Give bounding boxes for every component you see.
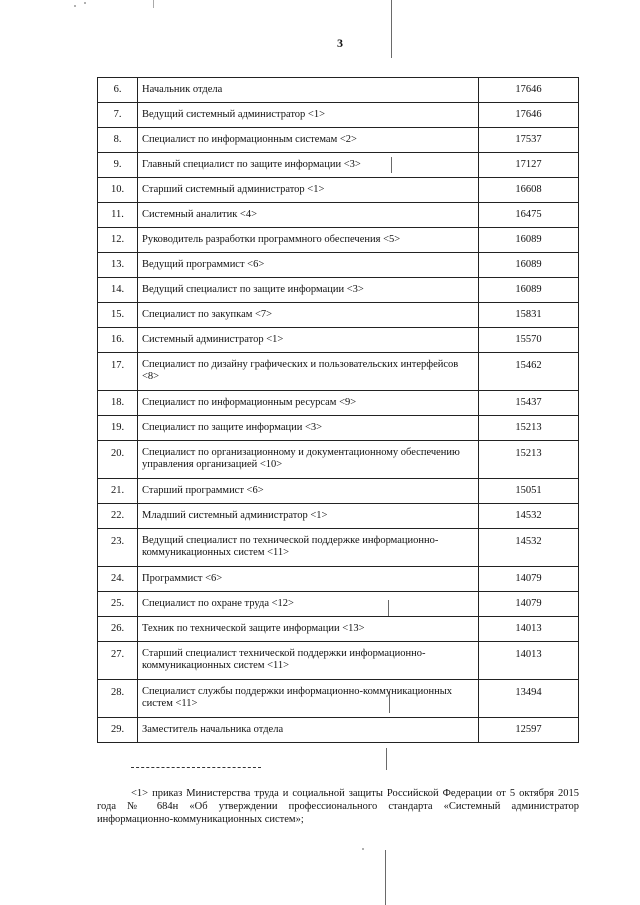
position-title: Программист <6> <box>138 567 479 592</box>
salary-value: 17537 <box>479 128 579 153</box>
position-title: Специалист по информационным системам <2> <box>138 128 479 153</box>
row-number: 26. <box>98 617 138 642</box>
position-title: Специалист службы поддержки информационно-коммуникационных систем <11> <box>138 680 479 718</box>
position-title: Заместитель начальника отдела <box>138 718 479 743</box>
row-number: 13. <box>98 253 138 278</box>
position-title: Начальник отдела <box>138 78 479 103</box>
row-number: 16. <box>98 328 138 353</box>
salary-value: 17127 <box>479 153 579 178</box>
row-number: 28. <box>98 680 138 718</box>
salary-value: 14013 <box>479 642 579 680</box>
salary-value: 15570 <box>479 328 579 353</box>
row-number: 19. <box>98 416 138 441</box>
salary-value: 17646 <box>479 78 579 103</box>
row-number: 27. <box>98 642 138 680</box>
position-title: Руководитель разработки программного обеспечения <5> <box>138 228 479 253</box>
row-number: 24. <box>98 567 138 592</box>
row-number: 12. <box>98 228 138 253</box>
table-row <box>98 353 579 391</box>
table-row <box>98 153 579 178</box>
salary-value: 12597 <box>479 718 579 743</box>
position-title: Младший системный администратор <1> <box>138 504 479 529</box>
row-number: 25. <box>98 592 138 617</box>
table-row <box>98 128 579 153</box>
position-title: Специалист по охране труда <12> <box>138 592 479 617</box>
salary-value: 15462 <box>479 353 579 391</box>
position-title: Специалист по закупкам <7> <box>138 303 479 328</box>
row-number: 7. <box>98 103 138 128</box>
scan-artifact-line <box>385 850 386 905</box>
position-title: Системный администратор <1> <box>138 328 479 353</box>
table-row <box>98 253 579 278</box>
table-row <box>98 103 579 128</box>
table-row <box>98 441 579 479</box>
row-number: 17. <box>98 353 138 391</box>
salary-value: 15437 <box>479 391 579 416</box>
table-row <box>98 617 579 642</box>
scan-artifact-line <box>153 0 154 8</box>
salary-value: 14532 <box>479 504 579 529</box>
salary-value: 14532 <box>479 529 579 567</box>
salary-value: 16608 <box>479 178 579 203</box>
salary-value: 15051 <box>479 479 579 504</box>
row-number: 22. <box>98 504 138 529</box>
positions-table <box>97 77 579 743</box>
scan-speck <box>74 5 76 7</box>
salary-value: 15213 <box>479 441 579 479</box>
position-title: Системный аналитик <4> <box>138 203 479 228</box>
footnote-separator <box>131 767 261 768</box>
row-number: 10. <box>98 178 138 203</box>
row-number: 14. <box>98 278 138 303</box>
row-number: 18. <box>98 391 138 416</box>
salary-value: 15831 <box>479 303 579 328</box>
salary-value: 16089 <box>479 253 579 278</box>
salary-value: 14013 <box>479 617 579 642</box>
position-title: Ведущий программист <6> <box>138 253 479 278</box>
position-title: Ведущий специалист по технической поддержке информационно-коммуникационных систем <11> <box>138 529 479 567</box>
table-row <box>98 479 579 504</box>
position-title: Специалист по защите информации <3> <box>138 416 479 441</box>
scan-speck <box>362 848 364 850</box>
position-title: Специалист по информационным ресурсам <9> <box>138 391 479 416</box>
position-title: Старший программист <6> <box>138 479 479 504</box>
position-title: Специалист по организационному и документационному обеспечению управления организацией <10> <box>138 441 479 479</box>
table-row <box>98 228 579 253</box>
row-number: 9. <box>98 153 138 178</box>
position-title: Техник по технической защите информации <13> <box>138 617 479 642</box>
row-number: 20. <box>98 441 138 479</box>
table-row <box>98 680 579 718</box>
row-number: 15. <box>98 303 138 328</box>
table-row <box>98 567 579 592</box>
salary-value: 13494 <box>479 680 579 718</box>
position-title: Специалист по дизайну графических и пользовательских интерфейсов <8> <box>138 353 479 391</box>
salary-value: 14079 <box>479 592 579 617</box>
table-row <box>98 303 579 328</box>
scan-speck <box>84 2 86 4</box>
salary-value: 14079 <box>479 567 579 592</box>
footnote-1: <1> приказ Министерства труда и социальной защиты Российской Федерации от 5 октября 2015 года № 684н «Об утверждении профессионального стандарта «Системный администратор информационно-коммуникационных систем»; <box>97 788 579 825</box>
positions-table-body <box>98 78 579 743</box>
position-title: Старший системный администратор <1> <box>138 178 479 203</box>
position-title: Ведущий специалист по защите информации <3> <box>138 278 479 303</box>
row-number: 23. <box>98 529 138 567</box>
salary-value: 16089 <box>479 228 579 253</box>
table-row <box>98 642 579 680</box>
row-number: 21. <box>98 479 138 504</box>
scan-artifact-line <box>391 0 392 58</box>
table-row <box>98 178 579 203</box>
salary-value: 16089 <box>479 278 579 303</box>
salary-value: 17646 <box>479 103 579 128</box>
table-row <box>98 78 579 103</box>
row-number: 29. <box>98 718 138 743</box>
salary-value: 16475 <box>479 203 579 228</box>
table-row <box>98 416 579 441</box>
row-number: 6. <box>98 78 138 103</box>
table-row <box>98 592 579 617</box>
table-row <box>98 278 579 303</box>
row-number: 8. <box>98 128 138 153</box>
table-row <box>98 529 579 567</box>
table-row <box>98 203 579 228</box>
position-title: Старший специалист технической поддержки информационно-коммуникационных систем <11> <box>138 642 479 680</box>
salary-value: 15213 <box>479 416 579 441</box>
table-row <box>98 328 579 353</box>
table-row <box>98 718 579 743</box>
position-title: Главный специалист по защите информации <3> <box>138 153 479 178</box>
row-number: 11. <box>98 203 138 228</box>
position-title: Ведущий системный администратор <1> <box>138 103 479 128</box>
table-row <box>98 391 579 416</box>
scan-artifact-line <box>386 748 387 770</box>
table-row <box>98 504 579 529</box>
page-number: 3 <box>337 36 343 50</box>
